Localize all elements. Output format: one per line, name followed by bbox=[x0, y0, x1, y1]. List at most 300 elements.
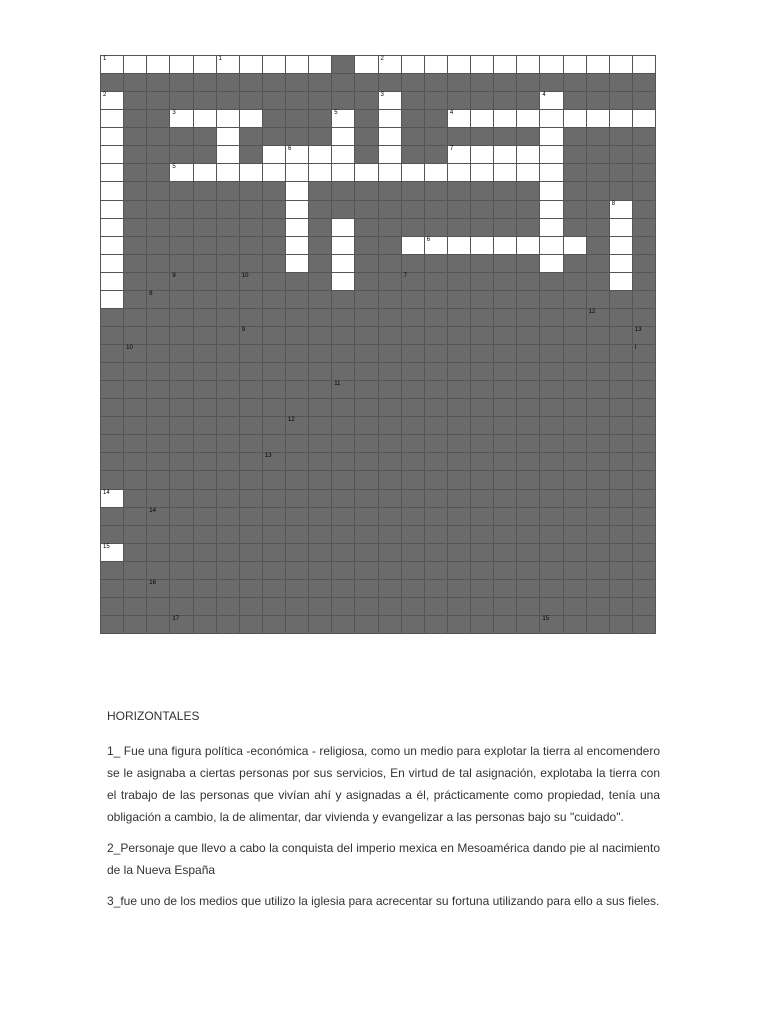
clue-number: 6 bbox=[288, 146, 292, 153]
crossword-block bbox=[378, 290, 402, 309]
crossword-block bbox=[262, 434, 286, 453]
crossword-cell[interactable] bbox=[609, 218, 633, 237]
crossword-block bbox=[424, 470, 448, 489]
crossword-block bbox=[169, 344, 193, 363]
crossword-cell[interactable] bbox=[100, 489, 124, 508]
clue-number: 15 bbox=[103, 543, 110, 550]
crossword-cell[interactable] bbox=[354, 55, 378, 74]
crossword-block bbox=[470, 434, 494, 453]
crossword-block bbox=[123, 200, 147, 219]
crossword-cell[interactable] bbox=[539, 145, 563, 164]
crossword-cell[interactable] bbox=[493, 145, 517, 164]
crossword-block bbox=[401, 109, 425, 128]
crossword-block bbox=[401, 489, 425, 508]
crossword-block bbox=[285, 597, 309, 616]
crossword-block bbox=[239, 597, 263, 616]
crossword-block bbox=[424, 326, 448, 345]
crossword-cell[interactable] bbox=[378, 127, 402, 146]
crossword-block bbox=[401, 507, 425, 526]
crossword-cell[interactable] bbox=[169, 55, 193, 74]
crossword-block bbox=[123, 73, 147, 92]
crossword-block bbox=[239, 362, 263, 381]
crossword-block bbox=[308, 308, 332, 327]
crossword-block bbox=[401, 380, 425, 399]
crossword-cell[interactable] bbox=[470, 163, 494, 182]
crossword-block bbox=[123, 163, 147, 182]
clue-horizontal-1: 1_ Fue una figura política -económica - religiosa, como un medio para explotar la tierra al encomendero se le asignaba a ciertas personas por sus servicios, En virtud de tal asignación, explotaba la tierra con el trabajo de las personas que vivían ahí y asignadas a él, prácticamente como propiedad, tenía una obligación a cambio, la de alimentar, dar vivienda y evangelizar a las personas bajo su "cuidado". bbox=[107, 744, 660, 824]
crossword-cell[interactable] bbox=[378, 55, 402, 74]
crossword-cell[interactable] bbox=[100, 91, 124, 110]
crossword-block bbox=[447, 525, 471, 544]
crossword-block bbox=[539, 579, 563, 598]
crossword-block bbox=[193, 73, 217, 92]
crossword-block bbox=[193, 272, 217, 291]
crossword-cell[interactable] bbox=[378, 91, 402, 110]
crossword-cell[interactable] bbox=[516, 109, 540, 128]
crossword-cell[interactable] bbox=[632, 55, 656, 74]
crossword-cell[interactable] bbox=[493, 55, 517, 74]
crossword-block bbox=[146, 326, 170, 345]
crossword-block bbox=[401, 145, 425, 164]
crossword-cell[interactable] bbox=[447, 145, 471, 164]
crossword-cell[interactable] bbox=[100, 181, 124, 200]
crossword-cell[interactable] bbox=[609, 236, 633, 255]
crossword-cell[interactable] bbox=[609, 109, 633, 128]
crossword-cell[interactable] bbox=[146, 55, 170, 74]
crossword-block bbox=[285, 579, 309, 598]
crossword-block bbox=[354, 380, 378, 399]
crossword-cell[interactable] bbox=[100, 218, 124, 237]
crossword-block bbox=[216, 218, 240, 237]
crossword-block bbox=[563, 362, 587, 381]
crossword-cell[interactable] bbox=[331, 109, 355, 128]
crossword-block bbox=[262, 109, 286, 128]
crossword-block bbox=[216, 254, 240, 273]
crossword-block bbox=[539, 525, 563, 544]
crossword-cell[interactable] bbox=[609, 254, 633, 273]
crossword-block bbox=[169, 218, 193, 237]
crossword-block bbox=[632, 579, 656, 598]
clue-number: 3 bbox=[380, 92, 384, 99]
crossword-block bbox=[169, 181, 193, 200]
crossword-cell[interactable] bbox=[470, 109, 494, 128]
crossword-cell[interactable] bbox=[563, 55, 587, 74]
crossword-cell[interactable] bbox=[586, 55, 610, 74]
crossword-cell[interactable] bbox=[516, 163, 540, 182]
crossword-cell[interactable] bbox=[539, 55, 563, 74]
crossword-cell[interactable] bbox=[378, 163, 402, 182]
crossword-block bbox=[308, 507, 332, 526]
crossword-cell[interactable] bbox=[586, 109, 610, 128]
crossword-cell[interactable] bbox=[447, 163, 471, 182]
crossword-cell[interactable] bbox=[216, 55, 240, 74]
crossword-block bbox=[586, 163, 610, 182]
crossword-cell[interactable] bbox=[331, 272, 355, 291]
crossword-block bbox=[146, 615, 170, 634]
crossword-cell[interactable] bbox=[401, 236, 425, 255]
crossword-cell[interactable] bbox=[216, 163, 240, 182]
crossword-block bbox=[285, 489, 309, 508]
crossword-block bbox=[632, 326, 656, 345]
crossword-cell[interactable] bbox=[401, 163, 425, 182]
crossword-block bbox=[308, 452, 332, 471]
crossword-block bbox=[563, 73, 587, 92]
crossword-block bbox=[632, 163, 656, 182]
crossword-block bbox=[100, 380, 124, 399]
crossword-block bbox=[100, 434, 124, 453]
crossword-cell[interactable] bbox=[285, 218, 309, 237]
crossword-block bbox=[447, 73, 471, 92]
crossword-block bbox=[586, 200, 610, 219]
crossword-cell[interactable] bbox=[216, 109, 240, 128]
crossword-block bbox=[586, 489, 610, 508]
crossword-cell[interactable] bbox=[563, 236, 587, 255]
crossword-cell[interactable] bbox=[516, 236, 540, 255]
crossword-block bbox=[331, 344, 355, 363]
crossword-cell[interactable] bbox=[539, 163, 563, 182]
crossword-cell[interactable] bbox=[632, 109, 656, 128]
crossword-cell[interactable] bbox=[447, 109, 471, 128]
crossword-block bbox=[308, 344, 332, 363]
crossword-block bbox=[169, 470, 193, 489]
crossword-block bbox=[262, 470, 286, 489]
crossword-cell[interactable] bbox=[470, 55, 494, 74]
crossword-block bbox=[539, 73, 563, 92]
crossword-block bbox=[216, 362, 240, 381]
crossword-block bbox=[193, 380, 217, 399]
crossword-block bbox=[470, 326, 494, 345]
crossword-block bbox=[401, 344, 425, 363]
crossword-block bbox=[609, 163, 633, 182]
crossword-block bbox=[378, 254, 402, 273]
clue-number: 7 bbox=[403, 272, 407, 279]
crossword-block bbox=[331, 507, 355, 526]
crossword-cell[interactable] bbox=[100, 272, 124, 291]
crossword-cell[interactable] bbox=[331, 145, 355, 164]
crossword-cell[interactable] bbox=[539, 127, 563, 146]
crossword-block bbox=[146, 272, 170, 291]
crossword-block bbox=[262, 91, 286, 110]
crossword-block bbox=[331, 91, 355, 110]
crossword-block bbox=[586, 326, 610, 345]
crossword-block bbox=[285, 398, 309, 417]
crossword-block bbox=[424, 380, 448, 399]
crossword-cell[interactable] bbox=[239, 163, 263, 182]
crossword-cell[interactable] bbox=[308, 55, 332, 74]
crossword-block bbox=[123, 344, 147, 363]
crossword-cell[interactable] bbox=[401, 55, 425, 74]
crossword-block bbox=[470, 73, 494, 92]
crossword-block bbox=[354, 109, 378, 128]
crossword-block bbox=[285, 434, 309, 453]
crossword-block bbox=[308, 380, 332, 399]
crossword-cell[interactable] bbox=[262, 163, 286, 182]
crossword-block bbox=[193, 398, 217, 417]
crossword-block bbox=[539, 489, 563, 508]
crossword-block bbox=[146, 561, 170, 580]
crossword-block bbox=[123, 543, 147, 562]
crossword-block bbox=[331, 452, 355, 471]
crossword-block bbox=[239, 290, 263, 309]
crossword-cell[interactable] bbox=[100, 254, 124, 273]
crossword-cell[interactable] bbox=[100, 200, 124, 219]
crossword-block bbox=[354, 272, 378, 291]
crossword-block bbox=[308, 73, 332, 92]
crossword-block bbox=[516, 543, 540, 562]
crossword-cell[interactable] bbox=[609, 200, 633, 219]
crossword-block bbox=[262, 236, 286, 255]
crossword-cell[interactable] bbox=[100, 109, 124, 128]
crossword-block bbox=[447, 290, 471, 309]
crossword-block bbox=[563, 507, 587, 526]
crossword-block bbox=[239, 145, 263, 164]
crossword-cell[interactable] bbox=[285, 181, 309, 200]
crossword-block bbox=[493, 597, 517, 616]
crossword-cell[interactable] bbox=[308, 163, 332, 182]
crossword-cell[interactable] bbox=[100, 55, 124, 74]
crossword-cell[interactable] bbox=[193, 109, 217, 128]
crossword-block bbox=[216, 507, 240, 526]
crossword-block bbox=[401, 561, 425, 580]
crossword-cell[interactable] bbox=[539, 181, 563, 200]
crossword-block bbox=[146, 73, 170, 92]
crossword-block bbox=[493, 452, 517, 471]
crossword-block bbox=[493, 200, 517, 219]
crossword-block bbox=[609, 579, 633, 598]
crossword-block bbox=[401, 254, 425, 273]
crossword-block bbox=[447, 597, 471, 616]
crossword-block bbox=[169, 615, 193, 634]
crossword-block bbox=[493, 127, 517, 146]
crossword-block bbox=[100, 344, 124, 363]
crossword-block bbox=[216, 200, 240, 219]
crossword-block bbox=[586, 91, 610, 110]
crossword-block bbox=[239, 326, 263, 345]
crossword-block bbox=[401, 326, 425, 345]
crossword-block bbox=[285, 326, 309, 345]
crossword-cell[interactable] bbox=[516, 55, 540, 74]
crossword-cell[interactable] bbox=[331, 127, 355, 146]
crossword-block bbox=[100, 561, 124, 580]
crossword-block bbox=[146, 452, 170, 471]
crossword-block bbox=[516, 91, 540, 110]
crossword-block bbox=[424, 615, 448, 634]
crossword-cell[interactable] bbox=[331, 218, 355, 237]
crossword-cell[interactable] bbox=[100, 236, 124, 255]
crossword-block bbox=[239, 344, 263, 363]
crossword-block bbox=[354, 452, 378, 471]
clue-number: 9 bbox=[172, 272, 176, 279]
crossword-block bbox=[516, 470, 540, 489]
crossword-cell[interactable] bbox=[193, 55, 217, 74]
crossword-block bbox=[354, 73, 378, 92]
crossword-block bbox=[586, 543, 610, 562]
crossword-block bbox=[354, 416, 378, 435]
crossword-block bbox=[563, 163, 587, 182]
crossword-block bbox=[216, 434, 240, 453]
crossword-cell[interactable] bbox=[285, 55, 309, 74]
crossword-cell[interactable] bbox=[493, 109, 517, 128]
crossword-block bbox=[586, 181, 610, 200]
crossword-block bbox=[146, 308, 170, 327]
crossword-cell[interactable] bbox=[470, 236, 494, 255]
crossword-cell[interactable] bbox=[447, 236, 471, 255]
crossword-block bbox=[193, 218, 217, 237]
clue-horizontal-3: 3_fue uno de los medios que utilizo la iglesia para acrecentar su fortuna utilizando para ello a sus fieles. bbox=[107, 894, 660, 908]
crossword-block bbox=[424, 507, 448, 526]
crossword-block bbox=[354, 543, 378, 562]
crossword-cell[interactable] bbox=[331, 163, 355, 182]
crossword-block bbox=[493, 561, 517, 580]
crossword-cell[interactable] bbox=[539, 254, 563, 273]
crossword-cell[interactable] bbox=[262, 145, 286, 164]
crossword-block bbox=[216, 452, 240, 471]
crossword-cell[interactable] bbox=[447, 55, 471, 74]
crossword-cell[interactable] bbox=[123, 55, 147, 74]
crossword-block bbox=[378, 73, 402, 92]
crossword-block bbox=[308, 218, 332, 237]
crossword-cell[interactable] bbox=[169, 109, 193, 128]
crossword-cell[interactable] bbox=[216, 127, 240, 146]
crossword-block bbox=[262, 489, 286, 508]
crossword-block bbox=[378, 200, 402, 219]
crossword-block bbox=[609, 489, 633, 508]
crossword-block bbox=[401, 597, 425, 616]
crossword-block bbox=[354, 200, 378, 219]
crossword-block bbox=[516, 615, 540, 634]
crossword-cell[interactable] bbox=[539, 218, 563, 237]
crossword-cell[interactable] bbox=[100, 290, 124, 309]
crossword-block bbox=[123, 272, 147, 291]
crossword-cell[interactable] bbox=[285, 145, 309, 164]
crossword-block bbox=[470, 579, 494, 598]
crossword-cell[interactable] bbox=[539, 109, 563, 128]
crossword-cell[interactable] bbox=[285, 200, 309, 219]
crossword-cell[interactable] bbox=[239, 109, 263, 128]
crossword-block bbox=[239, 561, 263, 580]
crossword-block bbox=[239, 73, 263, 92]
crossword-cell[interactable] bbox=[169, 163, 193, 182]
crossword-cell[interactable] bbox=[216, 145, 240, 164]
crossword-block bbox=[216, 91, 240, 110]
crossword-cell[interactable] bbox=[539, 200, 563, 219]
crossword-block bbox=[308, 290, 332, 309]
crossword-block bbox=[563, 597, 587, 616]
crossword-block bbox=[354, 181, 378, 200]
crossword-block bbox=[285, 127, 309, 146]
clue-number: 10 bbox=[126, 345, 133, 351]
crossword-block bbox=[539, 434, 563, 453]
crossword-cell[interactable] bbox=[100, 543, 124, 562]
crossword-cell[interactable] bbox=[262, 55, 286, 74]
crossword-block bbox=[378, 181, 402, 200]
crossword-block bbox=[563, 127, 587, 146]
crossword-cell[interactable] bbox=[378, 145, 402, 164]
crossword-block bbox=[262, 597, 286, 616]
crossword-block bbox=[308, 398, 332, 417]
crossword-cell[interactable] bbox=[493, 236, 517, 255]
crossword-block bbox=[424, 434, 448, 453]
crossword-cell[interactable] bbox=[100, 145, 124, 164]
crossword-block bbox=[239, 127, 263, 146]
crossword-block bbox=[169, 380, 193, 399]
crossword-cell[interactable] bbox=[100, 127, 124, 146]
crossword-block bbox=[632, 91, 656, 110]
crossword-block bbox=[516, 254, 540, 273]
crossword-cell[interactable] bbox=[285, 254, 309, 273]
crossword-block bbox=[123, 326, 147, 345]
crossword-block bbox=[146, 109, 170, 128]
crossword-cell[interactable] bbox=[539, 91, 563, 110]
crossword-cell[interactable] bbox=[285, 163, 309, 182]
clue-number: 15 bbox=[542, 615, 550, 622]
crossword-block bbox=[193, 543, 217, 562]
crossword-block bbox=[169, 200, 193, 219]
crossword-cell[interactable] bbox=[378, 109, 402, 128]
crossword-cell[interactable] bbox=[424, 163, 448, 182]
crossword-cell[interactable] bbox=[516, 145, 540, 164]
crossword-block bbox=[169, 597, 193, 616]
crossword-cell[interactable] bbox=[493, 163, 517, 182]
crossword-block bbox=[609, 181, 633, 200]
crossword-cell[interactable] bbox=[239, 55, 263, 74]
crossword-block bbox=[262, 362, 286, 381]
crossword-cell[interactable] bbox=[563, 109, 587, 128]
crossword-cell[interactable] bbox=[470, 145, 494, 164]
clue-number: 1 bbox=[218, 56, 222, 62]
crossword-block bbox=[123, 452, 147, 471]
crossword-block bbox=[447, 127, 471, 146]
crossword-cell[interactable] bbox=[424, 55, 448, 74]
crossword-block bbox=[193, 561, 217, 580]
clue-number: 17 bbox=[172, 615, 180, 622]
crossword-cell[interactable] bbox=[331, 236, 355, 255]
crossword-cell[interactable] bbox=[331, 254, 355, 273]
crossword-block bbox=[493, 272, 517, 291]
crossword-block bbox=[424, 73, 448, 92]
crossword-cell[interactable] bbox=[193, 163, 217, 182]
crossword-cell[interactable] bbox=[308, 145, 332, 164]
crossword-block bbox=[331, 615, 355, 634]
crossword-block bbox=[586, 218, 610, 237]
crossword-cell[interactable] bbox=[100, 163, 124, 182]
crossword-cell[interactable] bbox=[354, 163, 378, 182]
crossword-block bbox=[169, 145, 193, 164]
crossword-cell[interactable] bbox=[609, 272, 633, 291]
crossword-block bbox=[262, 254, 286, 273]
crossword-block bbox=[193, 290, 217, 309]
crossword-cell[interactable] bbox=[424, 236, 448, 255]
crossword-cell[interactable] bbox=[285, 236, 309, 255]
crossword-block bbox=[539, 507, 563, 526]
crossword-block bbox=[216, 380, 240, 399]
crossword-block bbox=[539, 344, 563, 363]
crossword-block bbox=[632, 597, 656, 616]
crossword-block bbox=[123, 145, 147, 164]
crossword-block bbox=[539, 470, 563, 489]
crossword-block bbox=[632, 362, 656, 381]
crossword-block bbox=[632, 525, 656, 544]
crossword-block bbox=[216, 236, 240, 255]
crossword-cell[interactable] bbox=[609, 55, 633, 74]
crossword-block bbox=[285, 344, 309, 363]
crossword-block bbox=[539, 290, 563, 309]
crossword-block bbox=[216, 470, 240, 489]
crossword-block bbox=[401, 272, 425, 291]
crossword-block bbox=[331, 398, 355, 417]
crossword-block bbox=[470, 525, 494, 544]
crossword-cell[interactable] bbox=[539, 236, 563, 255]
